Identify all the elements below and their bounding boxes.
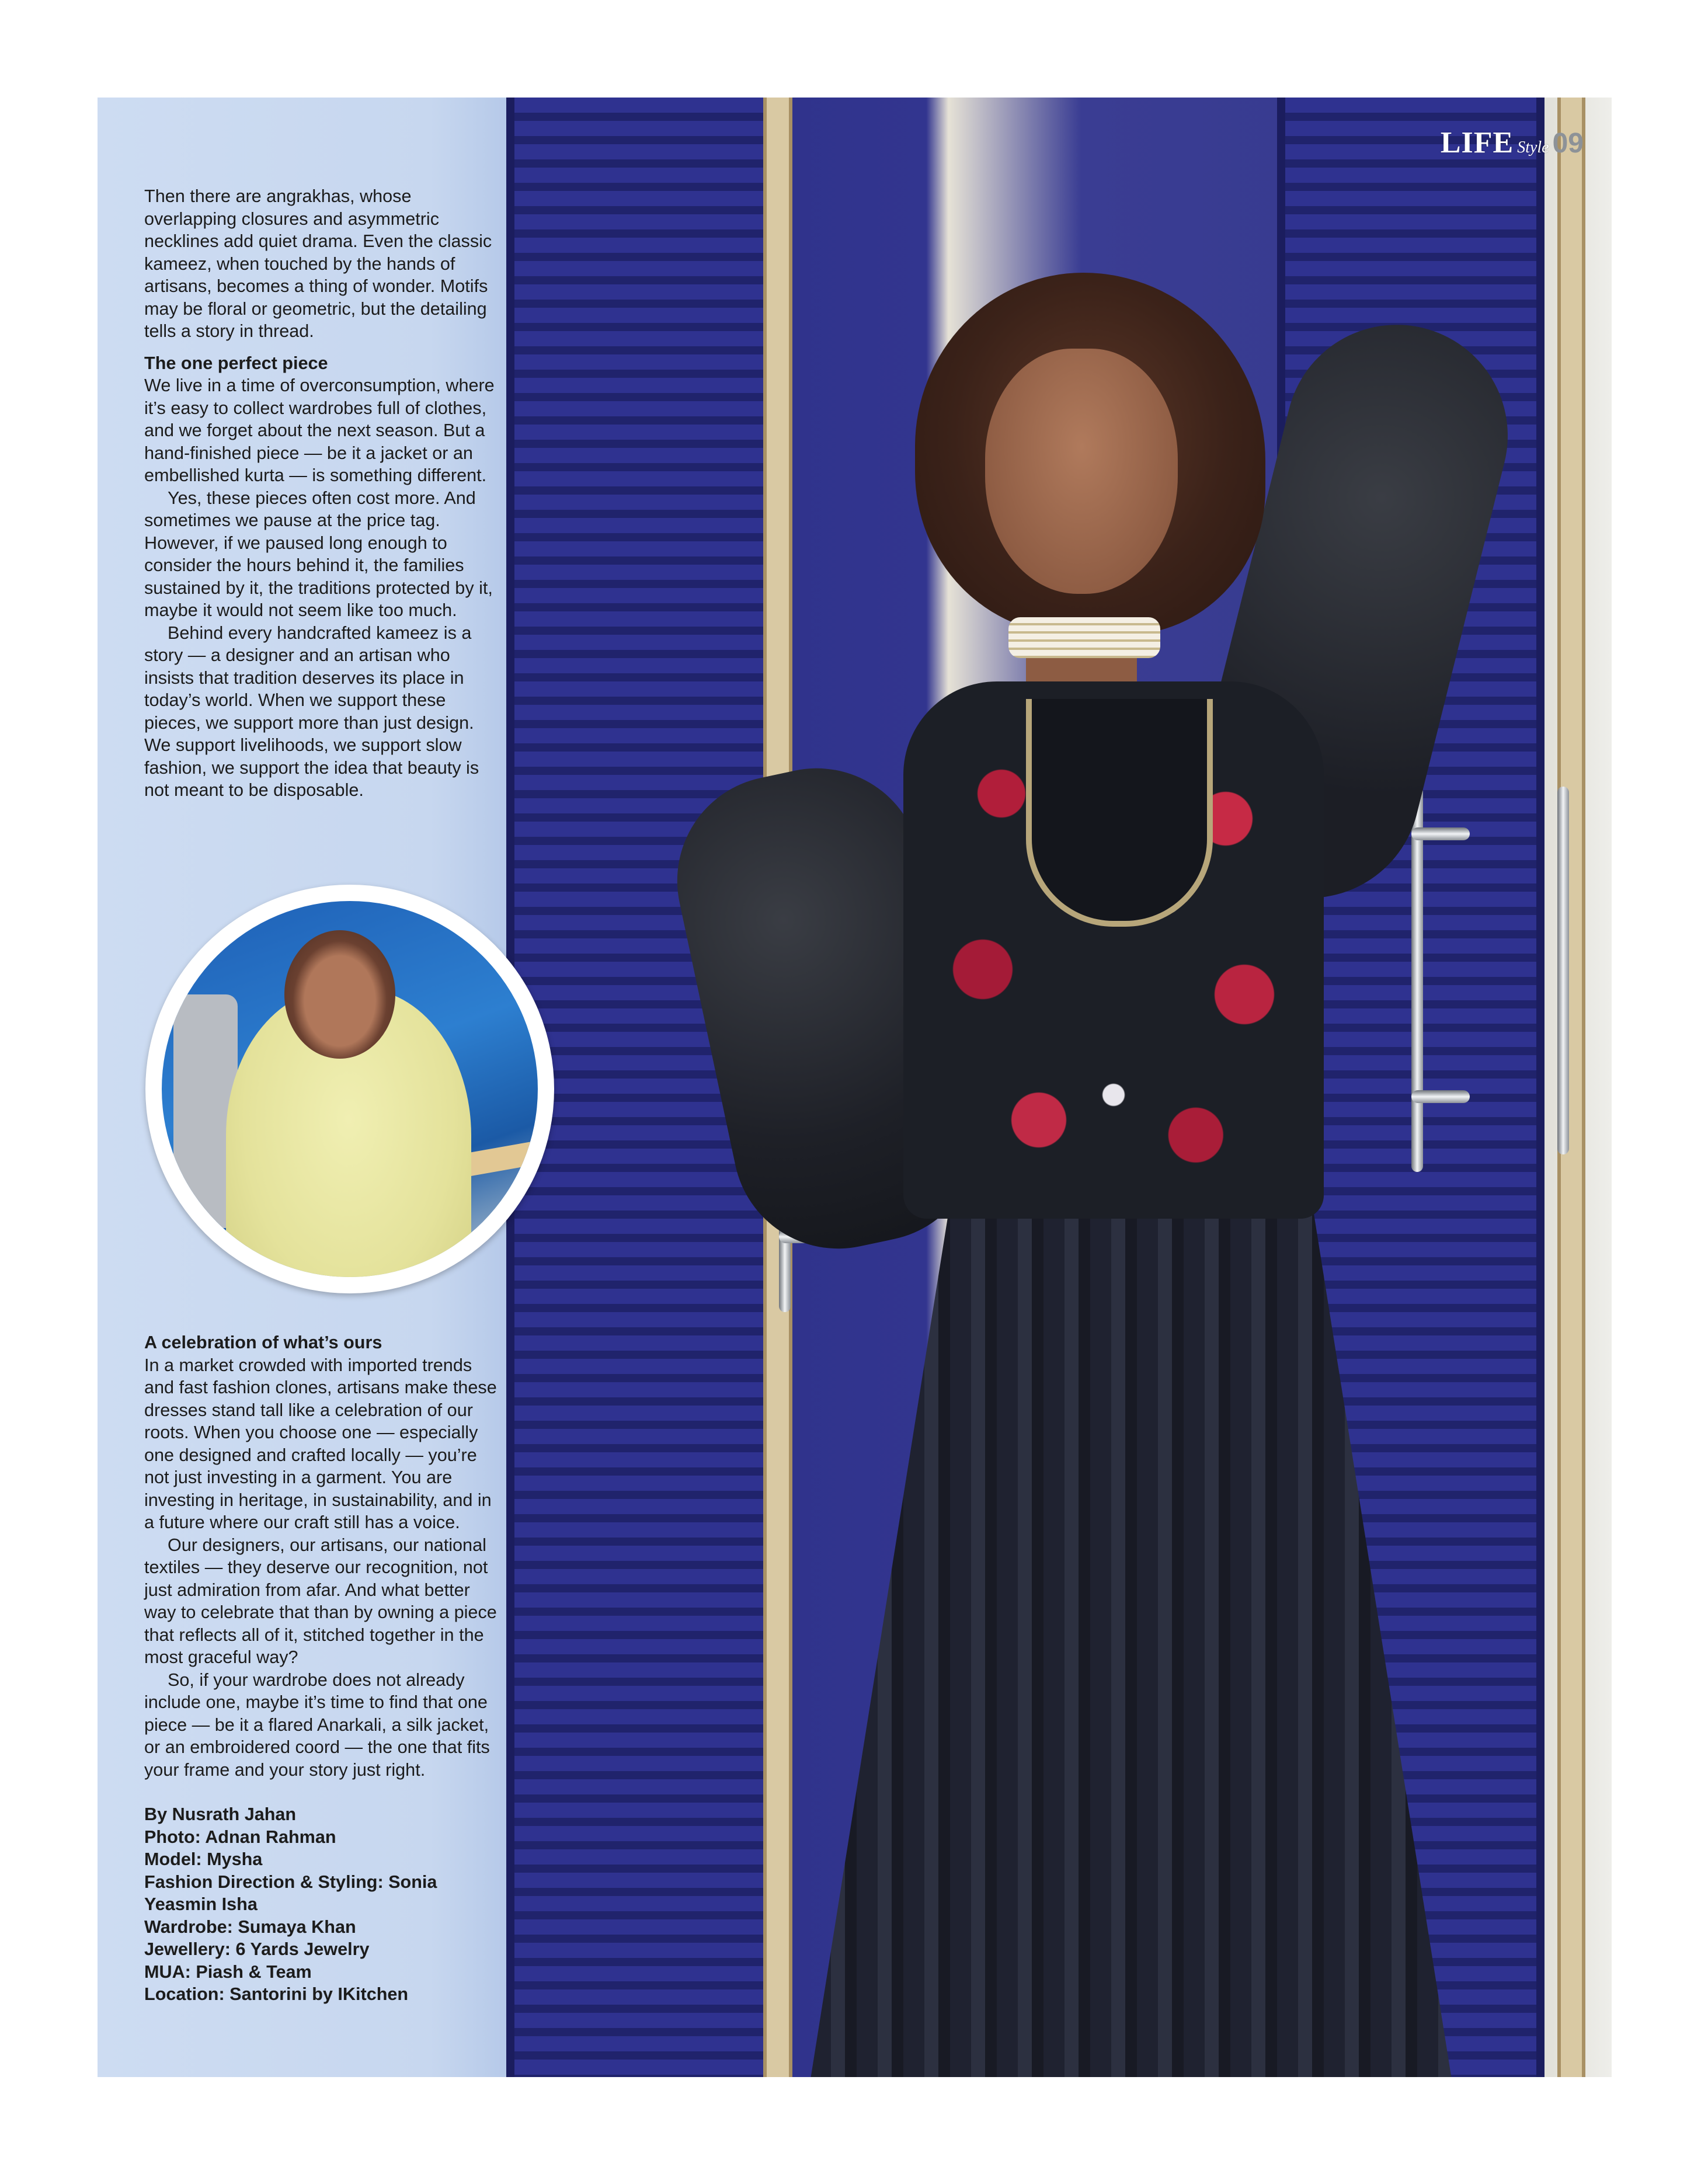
- magazine-page: [98, 98, 1612, 2077]
- handle-bar-lower-right: [1411, 1090, 1470, 1103]
- credit-model: Model: Mysha: [144, 1849, 263, 1869]
- intro-paragraph: Then there are angrakhas, whose overlapping closures and asymmetric necklines add quiet drama. Even the classic kameez, when touched by the hands of artisans, becomes a thing of wonder. Motifs may be floral or geometric, but the detailing tells a story in thread.: [144, 186, 492, 341]
- masthead: [1441, 126, 1584, 160]
- page-number: 09: [1552, 128, 1584, 159]
- credit-photo: Photo: Adnan Rahman: [144, 1827, 336, 1847]
- credit-mua: MUA: Piash & Team: [144, 1961, 312, 1982]
- subheading-celebration: A celebration of what’s ours: [144, 1333, 382, 1352]
- paragraph: Our designers, our artisans, our national textiles — they deserve our recognition, not just admiration from afar. And what better way to celebrate that than by owning a piece that reflects all of it, stitched together in the most graceful way?: [144, 1535, 497, 1667]
- credit-location: Location: Santorini by IKitchen: [144, 1984, 409, 2004]
- credit-wardrobe: Wardrobe: Sumaya Khan: [144, 1916, 356, 1937]
- paragraph: Behind every handcrafted kameez is a story — a designer and an artisan who insists that tradition deserves its place in today’s world. When we support these pieces, we support more than just design. We support livelihoods, we support slow fashion, we support the idea that beauty is not meant to be disposable.: [144, 622, 479, 800]
- article-column-top: [144, 185, 500, 802]
- credit-jewellery: Jewellery: 6 Yards Jewelry: [144, 1939, 370, 1959]
- masthead-logo-style: Style: [1517, 138, 1549, 156]
- credit-styling: Fashion Direction & Styling: Sonia Yeasmin Isha: [144, 1872, 437, 1914]
- masthead-logo-life: LIFE: [1440, 126, 1514, 159]
- door-handle-far-right: [1557, 787, 1569, 1154]
- handle-bar-upper-right: [1411, 827, 1470, 840]
- article-column-bottom: [144, 1331, 500, 2006]
- inset-model-head: [284, 930, 395, 1059]
- paragraph: We live in a time of overconsumption, where it’s easy to collect wardrobes full of clothes, and we forget about the next season. But a hand-finished piece — be it a jacket or an embellished kurta — is something different.: [144, 375, 495, 485]
- inset-photo-frame: [145, 885, 554, 1293]
- paragraph: In a market crowded with imported trends and fast fashion clones, artisans make these dresses stand tall like a celebration of our roots. When you choose one — especially one designed and crafted locally — you’re not just investing in a garment. You are investing in heritage, in sustainability, and in a future where our craft still has a voice.: [144, 1355, 497, 1532]
- paragraph: Yes, these pieces often cost more. And sometimes we pause at the price tag. However, if we paused long enough to consider the hours behind it, the families sustained by it, the traditions protected by it, maybe it would not seem like too much.: [144, 488, 493, 620]
- inset-photo: [162, 901, 538, 1277]
- neckline: [1026, 699, 1213, 927]
- pearl-choker: [1008, 617, 1160, 658]
- credits-block: [144, 1803, 500, 2006]
- paragraph: So, if your wardrobe does not already include one, maybe it’s time to find that one piece — be it a flared Anarkali, a silk jacket, or an embroidered coord — the one that fits your frame and your story just right.: [144, 1669, 490, 1780]
- door-handle-right: [1411, 787, 1423, 1172]
- credit-byline: By Nusrath Jahan: [144, 1804, 297, 1824]
- model-face: [985, 349, 1178, 594]
- subheading-perfect-piece: The one perfect piece: [144, 353, 328, 373]
